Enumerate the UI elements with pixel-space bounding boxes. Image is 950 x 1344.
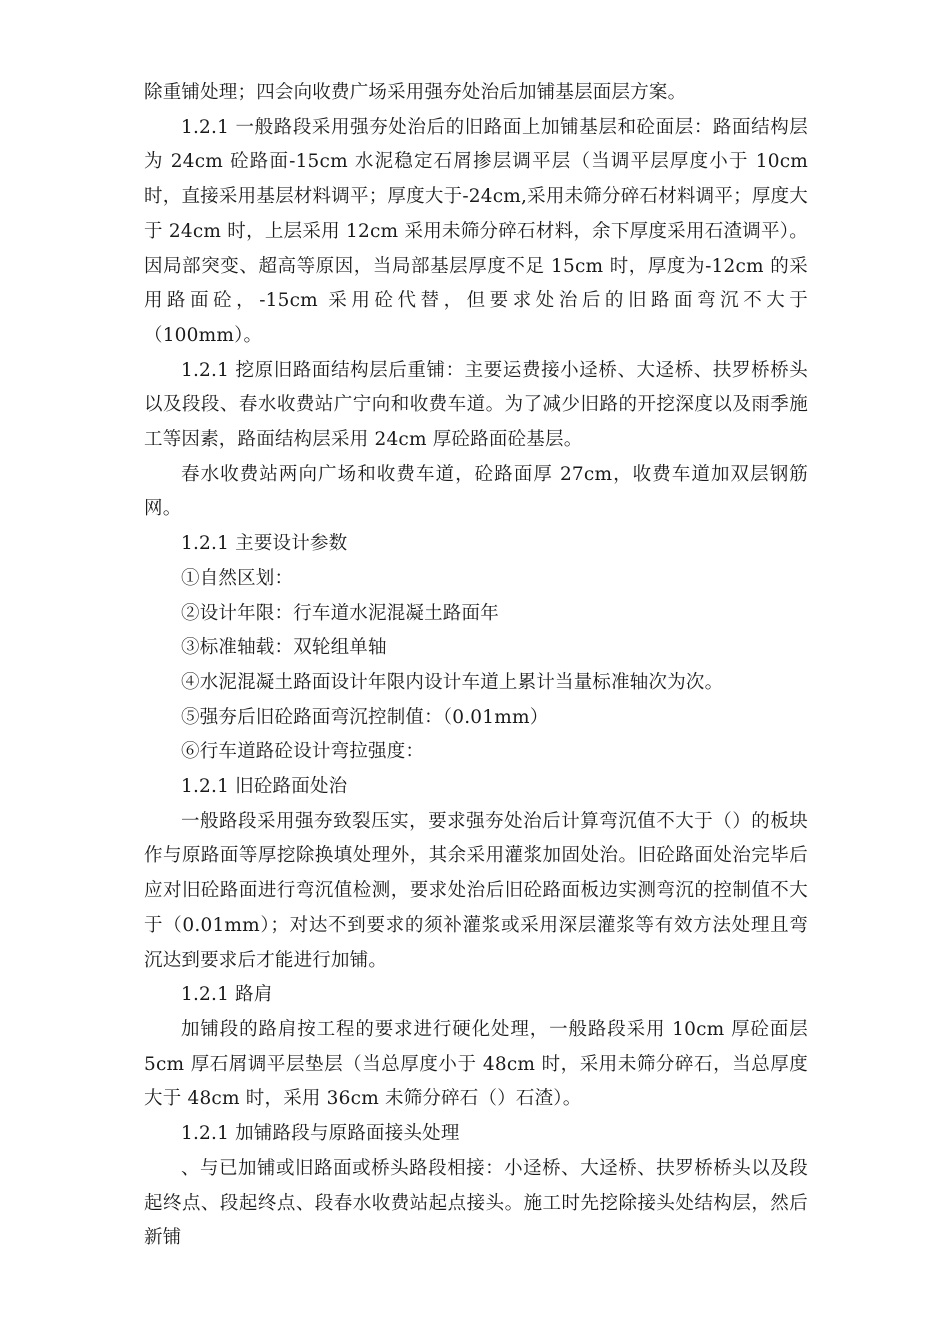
heading-old-pavement-treatment: 1.2.1 旧砼路面处治 bbox=[181, 776, 348, 798]
paragraph-general-section-overlay: 1.2.1 一般路段采用强夯处治后的旧路面上加铺基层和砼面层：路面结构层为 24cm 砼路面-15cm 水泥稳定石屑掺层调平层（当调平层厚度小于 10cm 时，直接采用基层材料调平；厚度大于-24cm,采用未筛分碎石材料调平；厚度大于 24cm 时，上层采用 12cm 采用未筛分碎石材料，余下厚度采用石渣调平）。因局部突变、超高等原因，当局部基层厚度不足 15cm 时，厚度为-12cm 的采用路面砼，-15cm 采用砼代替，但要求处治后的旧路面弯沉不大于（100mm）。 bbox=[144, 116, 808, 346]
heading-joint-treatment: 1.2.1 加铺路段与原路面接头处理 bbox=[181, 1123, 460, 1145]
list-item-cumulative-axle: ④水泥混凝土路面设计年限内设计车道上累计当量标准轴次为次。 bbox=[181, 671, 724, 693]
paragraph-toll-station: 春水收费站两向广场和收费车道，砼路面厚 27cm，收费车道加双层钢筋网。 bbox=[144, 463, 808, 520]
heading-shoulder: 1.2.1 路肩 bbox=[181, 984, 273, 1006]
paragraph-shoulder: 加铺段的路肩按工程的要求进行硬化处理，一般路段采用 10cm 厚砼面层 5cm 厚石屑调平层垫层（当总厚度小于 48cm 时，采用未筛分碎石，当总厚度大于 48cm 时，采用 36cm 未筛分碎石（）石渣）。 bbox=[144, 1018, 808, 1110]
paragraph-old-pavement-treatment: 一般路段采用强夯致裂压实，要求强夯处治后计算弯沉值不大于（）的板块作与原路面等厚挖除换填处理外，其余采用灌浆加固处治。旧砼路面处治完毕后应对旧砼路面进行弯沉值检测，要求处治后旧砼路面板边实测弯沉的控制值不大于（0.01mm）；对达不到要求的须补灌浆或采用深层灌浆等有效方法处理且弯沉达到要求后才能进行加铺。 bbox=[144, 810, 808, 971]
list-item-standard-axle-load: ③标准轴载：双轮组单轴 bbox=[181, 637, 387, 659]
paragraph-excavate-repave: 1.2.1 挖原旧路面结构层后重铺：主要运费接小迳桥、大迳桥、扶罗桥桥头以及段段、春水收费站广宁向和收费车道。为了减少旧路的开挖深度以及雨季施工等因素，路面结构层采用 24cm 厚砼路面砼基层。 bbox=[144, 359, 808, 451]
heading-design-parameters: 1.2.1 主要设计参数 bbox=[181, 533, 348, 555]
list-item-deflection-control: ⑤强夯后旧砼路面弯沉控制值：（0.01mm） bbox=[181, 706, 549, 728]
document-body bbox=[144, 76, 808, 1256]
paragraph-continuation: 除重铺处理；四会向收费广场采用强夯处治后加铺基层面层方案。 bbox=[144, 82, 687, 103]
list-item-flexural-strength: ⑥行车道路砼设计弯拉强度： bbox=[181, 741, 425, 763]
list-item-design-life: ②设计年限：行车道水泥混凝土路面年 bbox=[181, 602, 499, 624]
paragraph-joint-treatment: 、与已加铺或旧路面或桥头路段相接：小迳桥、大迳桥、扶罗桥桥头以及段起终点、段起终点、段春水收费站起点接头。施工时先挖除接头处结构层，然后新铺 bbox=[144, 1157, 808, 1249]
list-item-natural-zoning: ①自然区划： bbox=[181, 567, 294, 589]
